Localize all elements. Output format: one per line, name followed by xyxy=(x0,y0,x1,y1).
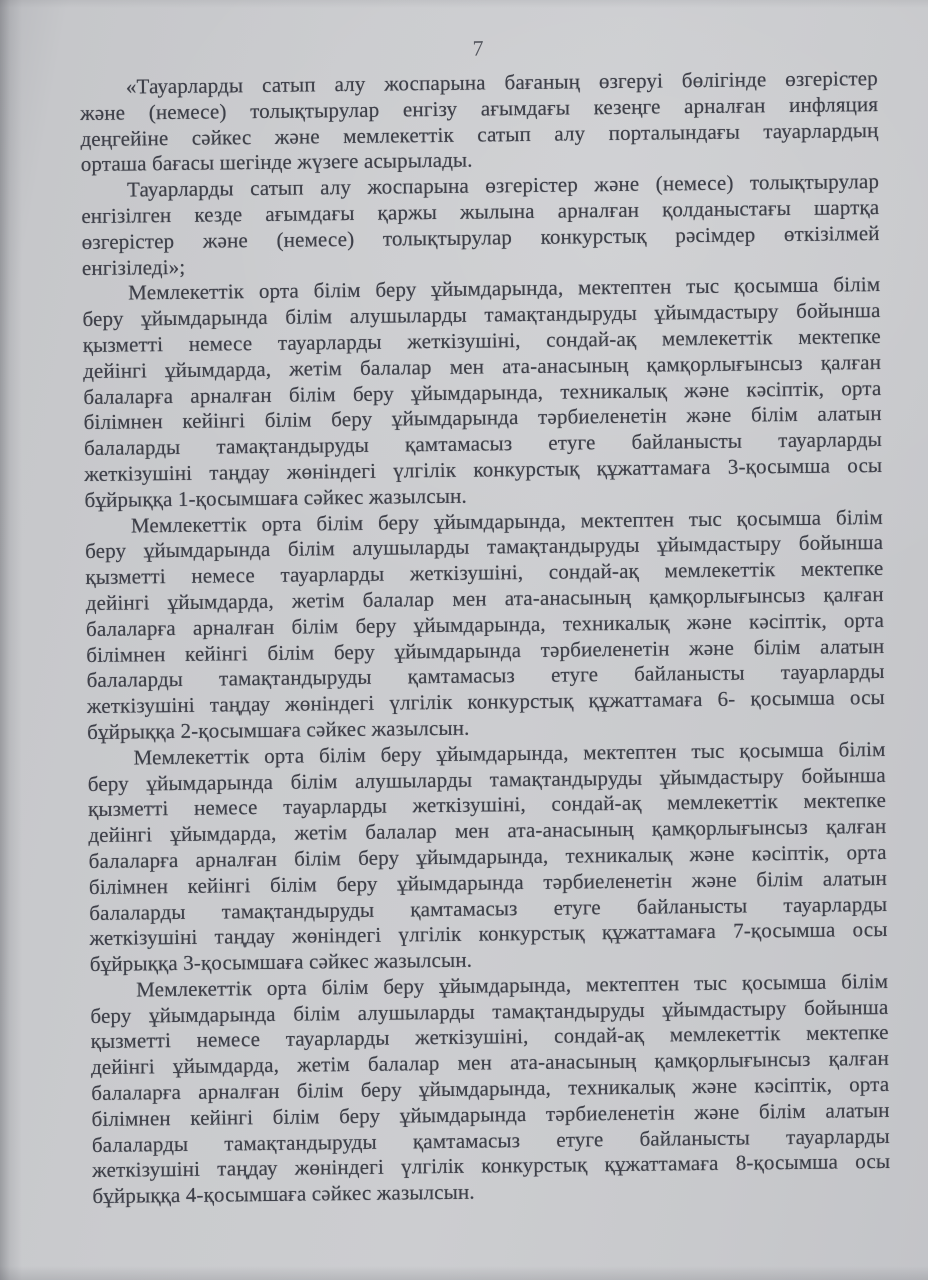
text-line: білімнен кейінгі білім беру ұйымдарында тәрбиеленетін және білім алатын xyxy=(83,401,882,435)
paragraph xyxy=(90,969,891,1210)
page-number: 7 xyxy=(472,35,485,61)
text-line: балаларды тамақтандыруды қамтамасыз етуге байланысты тауарларды xyxy=(83,427,883,461)
page-edge-shadow-bottom xyxy=(0,1266,928,1280)
text-line: деңгейіне сәйкес және мемлекеттік сатып алу порталындағы тауарлардың xyxy=(80,117,879,151)
text-line: «Тауарларды сатып алу жоспарына бағаның өзгеруі бөлігінде өзгерістер xyxy=(125,65,878,99)
text-line: бұйрыққа 4-қосымшаға сәйкес жазылсын. xyxy=(92,1179,475,1209)
page-edge-shadow-left xyxy=(0,0,22,1280)
text-line: қызметті немесе тауарларды жеткізушіні, сондай-ақ мемлекеттік мектепке xyxy=(87,788,887,822)
text-line: дейінгі ұйымдарда, жетім балалар мен ата-анасының қамқорлығынсыз қалған xyxy=(85,581,884,615)
text-line: енгізілген кезде ағымдағы қаржы жылына арналған қолданыстағы шартқа xyxy=(81,194,880,229)
text-line: бұйрыққа 1-қосымшаға сәйкес жазылсын. xyxy=(84,483,467,512)
text-line: беру ұйымдарында білім алушыларды тамақтандыруды ұйымдастыру бойынша xyxy=(85,530,884,564)
paragraph xyxy=(81,169,880,281)
text-line: дейінгі ұйымдарда, жетім балалар мен ата-анасының қамқорлығынсыз қалған xyxy=(88,814,887,848)
text-line: жеткізушіні таңдау жөніндегі үлгілік конкурстық құжаттамаға 3-қосымша осы xyxy=(84,452,883,486)
text-line: балаларға арналған білім беру ұйымдарында, техникалық және кәсіптік, орта xyxy=(91,1071,890,1106)
text-line: және (немесе) толықтырулар енгізу ағымдағы кезеңге арналған инфляция xyxy=(80,91,879,125)
text-line: балаларға арналған білім беру ұйымдарында, техникалық және кәсіптік, орта xyxy=(85,607,885,641)
text-line: дейінгі ұйымдарда, жетім балалар мен ата-анасының қамқорлығынсыз қалған xyxy=(82,349,882,383)
text-line: Мемлекеттік орта білім беру ұйымдарында, мектептен тыс қосымша білім xyxy=(136,968,889,1002)
text-line: өзгерістер және (немесе) толықтырулар конкурстық рәсімдер өткізілмей xyxy=(81,220,880,254)
text-line: жеткізушіні таңдау жөніндегі үлгілік конкурстық құжаттамаға 6- қосымша осы xyxy=(86,685,886,719)
text-line: дейінгі ұйымдарда, жетім балалар мен ата-анасының қамқорлығынсыз қалған xyxy=(90,1046,890,1080)
page-edge-shadow-top xyxy=(0,0,928,8)
text-line: Тауарларды сатып алу жоспарына өзгерістер және (немесе) толықтырулар xyxy=(126,169,880,202)
text-line: балаларға арналған білім беру ұйымдарында, техникалық және кәсіптік, орта xyxy=(88,839,887,873)
paragraph xyxy=(82,272,883,513)
text-line: Мемлекеттік орта білім беру ұйымдарында, мектептен тыс қосымша білім xyxy=(133,736,886,770)
text-line: бұйрыққа 2-қосымшаға сәйкес жазылсын. xyxy=(87,715,470,744)
text-line: жеткізушіні таңдау жөніндегі үлгілік конкурстық құжаттамаға 8-қосымша осы xyxy=(92,1149,891,1183)
paragraph xyxy=(80,66,879,178)
text-line: балаларды тамақтандыруды қамтамасыз етуге байланысты тауарларды xyxy=(91,1123,890,1157)
text-line: білімнен кейінгі білім беру ұйымдарында тәрбиеленетін және білім алатын xyxy=(91,1097,890,1131)
text-line: қызметті немесе тауарларды жеткізушіні, сондай-ақ мемлекеттік мектепке xyxy=(90,1020,889,1054)
text-line: Мемлекеттік орта білім беру ұйымдарында, мектептен тыс қосымша білім xyxy=(130,504,883,538)
page-content xyxy=(79,31,890,1210)
text-line: білімнен кейінгі білім беру ұйымдарында тәрбиеленетін және білім алатын xyxy=(88,865,888,899)
text-line: енгізіледі»; xyxy=(81,254,186,280)
text-line: жеткізушіні таңдау жөніндегі үлгілік конкурстық құжаттамаға 7-қосымша осы xyxy=(89,917,888,951)
text-line: беру ұйымдарында білім алушыларды тамақтандыруды ұйымдастыру бойынша xyxy=(90,994,889,1028)
text-line: беру ұйымдарында білім алушыларды тамақтандыруды ұйымдастыру бойынша xyxy=(87,762,886,796)
text-line: балаларды тамақтандыруды қамтамасыз етуге байланысты тауарларды xyxy=(89,891,888,925)
text-line: беру ұйымдарында білім алушыларды тамақтандыруды ұйымдастыру бойынша xyxy=(82,298,881,332)
text-line: балаларға арналған білім беру ұйымдарында, техникалық және кәсіптік, орта xyxy=(83,375,882,409)
text-line: қызметті немесе тауарларды жеткізушіні, сондай-ақ мемлекеттік мектепке xyxy=(85,556,884,590)
paragraph xyxy=(87,737,888,978)
text-line: бұйрыққа 3-қосымшаға сәйкес жазылсын. xyxy=(89,947,473,977)
document-body xyxy=(80,66,891,1210)
paragraph xyxy=(85,505,886,746)
text-line: орташа бағасы шегінде жүзеге асырылады. xyxy=(80,147,473,177)
text-line: қызметті немесе тауарларды жеткізушіні, сондай-ақ мемлекеттік мектепке xyxy=(82,323,881,357)
text-line: балаларды тамақтандыруды қамтамасыз етуге байланысты тауарларды xyxy=(86,659,885,693)
text-line: білімнен кейінгі білім беру ұйымдарында тәрбиеленетін және білім алатын xyxy=(86,633,885,667)
text-line: Мемлекеттік орта білім беру ұйымдарында, мектептен тыс қосымша білім xyxy=(128,272,881,305)
